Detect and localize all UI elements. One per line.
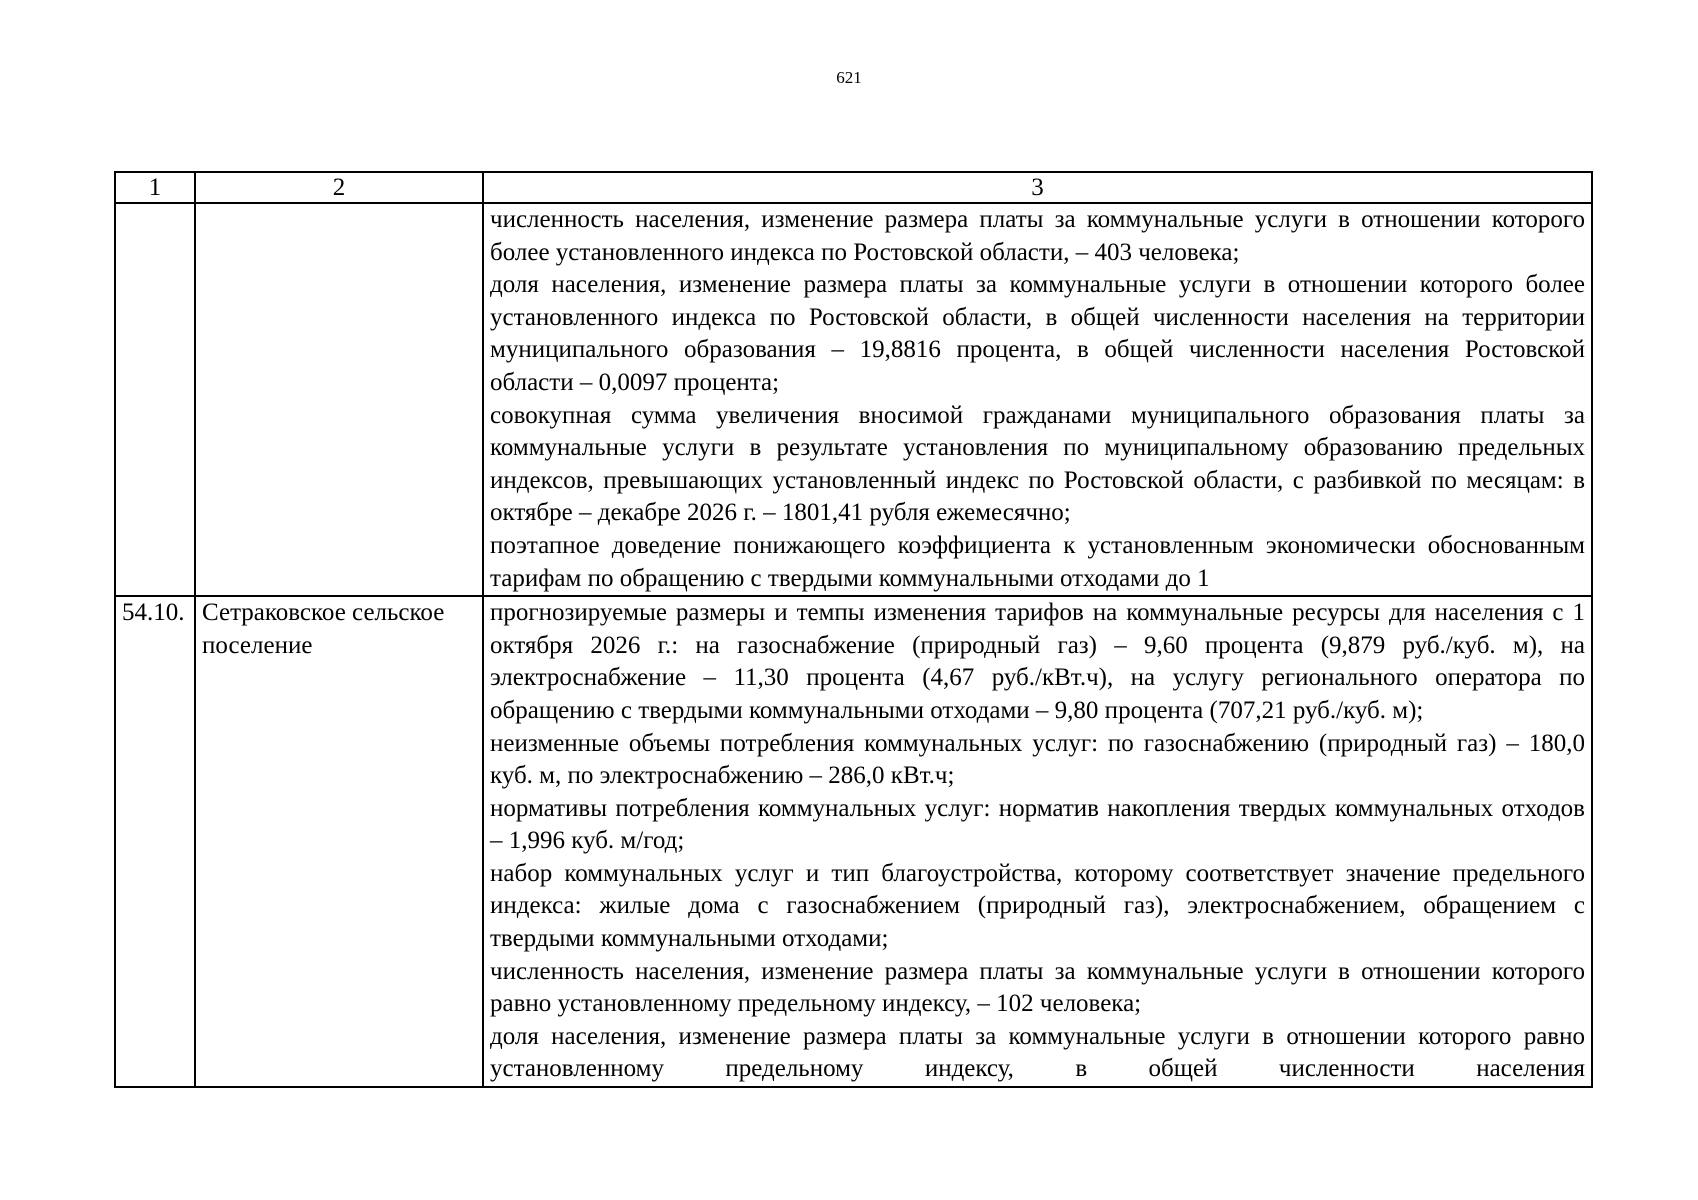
document-table	[114, 171, 1593, 1088]
column-header-2: 2	[195, 172, 483, 203]
content-paragraph: совокупная сумма увеличения вносимой гражданами муниципального образования платы за коммунальные услуги в результате установления по муниципальному образованию предельных индексов, превышающих установленный индекс по Ростовской области, с разбивкой по месяцам: в октябре – декабре 2026 г. – 1801,41 рубля ежемесячно;	[490, 401, 1585, 527]
municipality-name: Сетраковское сельское поселение	[195, 596, 483, 1087]
content-paragraph: численность населения, изменение размера платы за коммунальные услуги в отношении которого равно установленному предельному индексу, – 102 человека;	[490, 957, 1585, 1018]
column-header-1: 1	[115, 172, 195, 203]
column-header-3: 3	[483, 172, 1592, 203]
content-paragraph: доля населения, изменение размера платы за коммунальные услуги в отношении которого более установленного индекса по Ростовской области, в общей численности населения на территории муниципального образования – 19,8816 процента, в общей численности населения Ростовской области – 0,0097 процента;	[490, 271, 1585, 396]
content-paragraph: неизменные объемы потребления коммунальных услуг: по газоснабжению (природный газ) – 180,0 куб. м, по электроснабжению – 286,0 кВт.ч;	[490, 729, 1585, 790]
content-paragraph: набор коммунальных услуг и тип благоустройства, которому соответствует значение предельного индекса: жилые дома с газоснабжением (природный газ), электроснабжением, обращением с твердыми коммунальными отходами;	[490, 859, 1585, 953]
content-paragraph: доля населения, изменение размера платы за коммунальные услуги в отношении которого равно установленному предельному индексу, в общей численности населения	[490, 1022, 1585, 1083]
row-content	[483, 596, 1592, 1087]
municipality-name	[195, 203, 483, 596]
row-content	[483, 203, 1592, 596]
content-paragraph: поэтапное доведение понижающего коэффициента к установленным экономически обоснованным тарифам по обращению с твердыми коммунальными отходами до 1	[490, 531, 1585, 592]
content-paragraph: прогнозируемые размеры и темпы изменения тарифов на коммунальные ресурсы для населения с 1 октября 2026 г.: на газоснабжение (природный газ) – 9,60 процента (9,879 руб./куб. м), на электроснабжение – 11,30 процента (4,67 руб./кВт.ч), на услугу регионального оператора по обращению с твердыми коммунальными отходами – 9,80 процента (707,21 руб./куб. м);	[490, 599, 1585, 724]
content-paragraph: численность населения, изменение размера платы за коммунальные услуги в отношении которого более установленного индекса по Ростовской области, – 403 человека;	[490, 206, 1585, 266]
row-number	[115, 203, 195, 596]
content-paragraph: нормативы потребления коммунальных услуг: норматив накопления твердых коммунальных отходов – 1,996 куб. м/год;	[490, 794, 1585, 855]
row-number: 54.10.	[115, 596, 195, 1087]
page-number: 621	[836, 68, 862, 87]
table-header-row	[115, 172, 1592, 203]
table-row	[115, 596, 1592, 1087]
table-row	[115, 203, 1592, 596]
